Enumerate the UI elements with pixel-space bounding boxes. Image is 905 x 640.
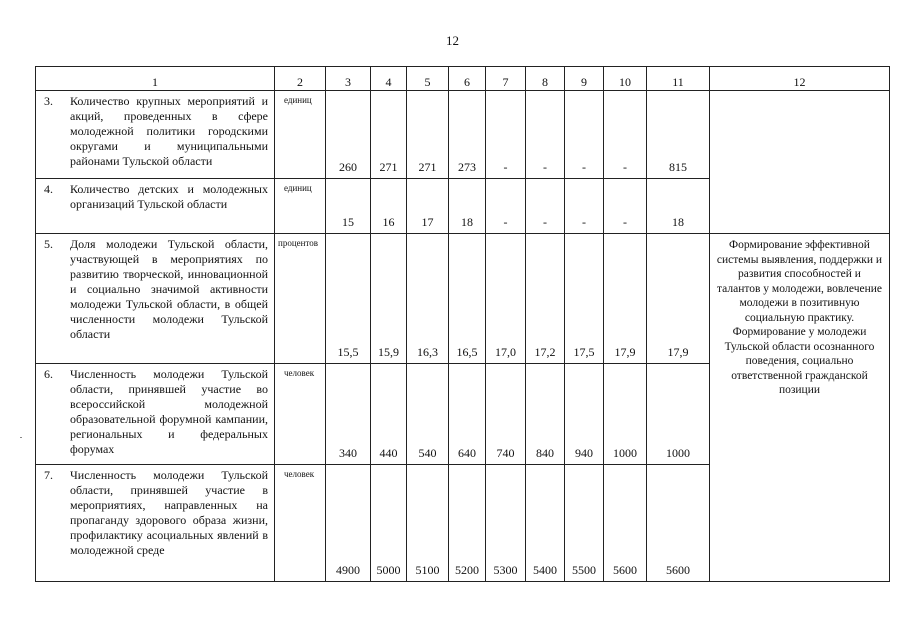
row-number: 7. [44, 468, 53, 482]
value-cell: 16 [371, 179, 407, 234]
unit-cell: человек [275, 465, 326, 582]
unit-cell: человек [275, 364, 326, 465]
value-cell: 16,5 [449, 234, 486, 364]
value-cell: 17,9 [647, 234, 710, 364]
header-row [36, 67, 890, 91]
unit-cell: единиц [275, 179, 326, 234]
value-cell: 340 [326, 364, 371, 465]
indicator-name-cell [36, 179, 275, 234]
value-cell: 5000 [371, 465, 407, 582]
value-cell: 5100 [407, 465, 449, 582]
value-cell: - [604, 179, 647, 234]
header-cell: 5 [407, 67, 449, 91]
header-cell: 10 [604, 67, 647, 91]
header-cell: 1 [36, 67, 275, 91]
indicator-name: Доля молодежи Тульской области, участвующей в мероприятиях по развитию творческой, инновационной и социально значимой активности молодежи Тульской области, в общей численности молодежи Тульской области [70, 237, 268, 341]
indicator-name-cell [36, 465, 275, 582]
value-cell: 840 [526, 364, 565, 465]
value-cell: 5300 [486, 465, 526, 582]
table-row [36, 234, 890, 364]
indicator-name: Численность молодежи Тульской области, принявшей участие во всероссийской молодежной образовательной форумной кампании, региональных и федеральных форумах [70, 367, 268, 456]
row-number: 4. [44, 182, 53, 196]
value-cell: 4900 [326, 465, 371, 582]
value-cell: 540 [407, 364, 449, 465]
value-cell: 15,9 [371, 234, 407, 364]
header-cell: 11 [647, 67, 710, 91]
value-cell: 273 [449, 91, 486, 179]
value-cell: 440 [371, 364, 407, 465]
value-cell: - [565, 179, 604, 234]
value-cell: 740 [486, 364, 526, 465]
indicator-name: Количество детских и молодежных организаций Тульской области [70, 182, 268, 211]
indicator-name-cell [36, 91, 275, 179]
value-cell: 18 [449, 179, 486, 234]
value-cell: 5500 [565, 465, 604, 582]
value-cell: 18 [647, 179, 710, 234]
value-cell: 815 [647, 91, 710, 179]
header-cell: 12 [710, 67, 890, 91]
value-cell: 16,3 [407, 234, 449, 364]
value-cell: 5400 [526, 465, 565, 582]
indicator-name: Численность молодежи Тульской области, принявшей участие в мероприятиях, направленных на пропаганду здорового образа жизни, профилактику асоциальных явлений в молодежной среде [70, 468, 268, 557]
header-cell: 7 [486, 67, 526, 91]
unit-cell: единиц [275, 91, 326, 179]
row-number: 5. [44, 237, 53, 251]
unit-cell: процентов [275, 234, 326, 364]
table-row [36, 91, 890, 179]
indicators-table [35, 66, 890, 582]
indicator-name-cell [36, 234, 275, 364]
value-cell: - [526, 91, 565, 179]
value-cell: 260 [326, 91, 371, 179]
note-cell: Формирование эффективной системы выявления, поддержки и развития способностей и талантов у молодежи, вовлечение молодежи в позитивную социальную практику. Формирование у молодежи Тульской области осознанного поведения, социально ответственной гражданской позиции [710, 234, 890, 582]
value-cell: 15,5 [326, 234, 371, 364]
value-cell: 17,2 [526, 234, 565, 364]
value-cell: - [486, 179, 526, 234]
value-cell: 1000 [604, 364, 647, 465]
page-number: 12 [446, 33, 459, 48]
scan-speck [20, 437, 22, 438]
value-cell: 5200 [449, 465, 486, 582]
value-cell: 271 [371, 91, 407, 179]
indicator-name-cell [36, 364, 275, 465]
header-cell: 9 [565, 67, 604, 91]
note-cell-empty [710, 91, 890, 234]
header-cell: 6 [449, 67, 486, 91]
row-number: 6. [44, 367, 53, 381]
value-cell: 15 [326, 179, 371, 234]
value-cell: 5600 [604, 465, 647, 582]
value-cell: 1000 [647, 364, 710, 465]
value-cell: - [486, 91, 526, 179]
value-cell: - [526, 179, 565, 234]
value-cell: 640 [449, 364, 486, 465]
indicator-name: Количество крупных мероприятий и акций, проведенных в сфере молодежной политики городскими округами и муниципальными районами Тульской области [70, 94, 268, 168]
header-cell: 8 [526, 67, 565, 91]
header-cell: 4 [371, 67, 407, 91]
value-cell: 17,5 [565, 234, 604, 364]
row-number: 3. [44, 94, 53, 108]
header-cell: 2 [275, 67, 326, 91]
value-cell: 17 [407, 179, 449, 234]
value-cell: 271 [407, 91, 449, 179]
value-cell: 5600 [647, 465, 710, 582]
header-cell: 3 [326, 67, 371, 91]
value-cell: 940 [565, 364, 604, 465]
value-cell: - [604, 91, 647, 179]
value-cell: 17,9 [604, 234, 647, 364]
value-cell: 17,0 [486, 234, 526, 364]
value-cell: - [565, 91, 604, 179]
